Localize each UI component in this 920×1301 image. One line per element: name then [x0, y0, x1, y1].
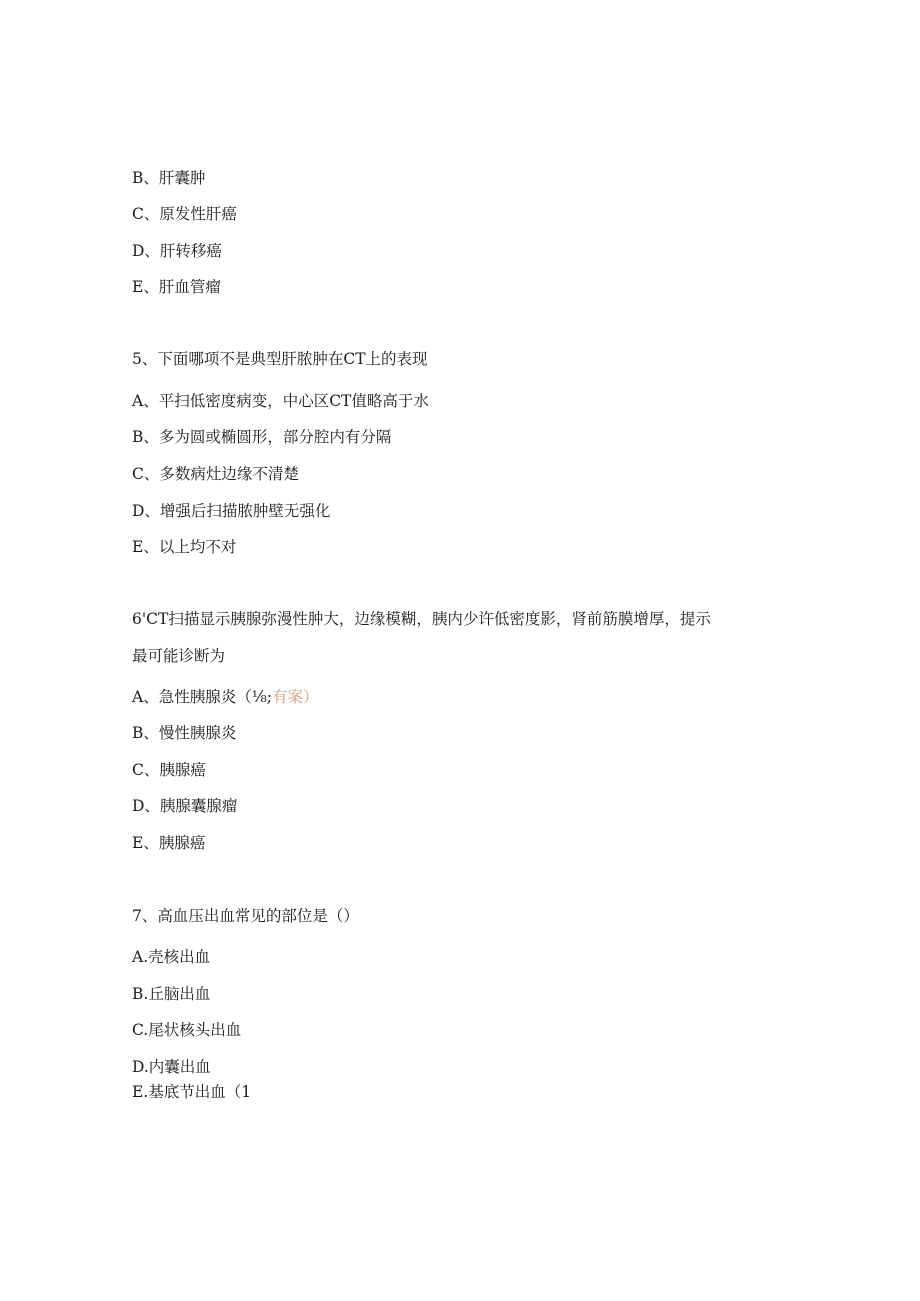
q6-option-a-text: A、急性胰腺炎（⅛; — [132, 688, 272, 706]
q4-option-c: C、原发性肝癌 — [132, 205, 237, 223]
q5-option-c: C、多数病灶边缘不清楚 — [132, 465, 299, 483]
q5-option-e: E、以上均不对 — [132, 538, 237, 556]
q4-option-e: E、肝血管瘤 — [132, 278, 221, 296]
q7-stem: 7、高血压出血常见的部位是（） — [132, 907, 359, 925]
q5-option-d: D、增强后扫描脓肿壁无强化 — [132, 502, 331, 520]
q7-option-b: B.丘脑出血 — [132, 985, 211, 1003]
q6-option-c: C、胰腺癌 — [132, 761, 206, 779]
q6-option-a — [132, 686, 318, 708]
q6-stem-line2: 最可能诊断为 — [132, 647, 226, 665]
q7-option-d: D.内囊出血 — [132, 1058, 211, 1076]
q5-stem: 5、下面哪项不是典型肝脓肿在CT上的表现 — [132, 350, 428, 368]
q7-option-c: C.尾状核头出血 — [132, 1021, 242, 1039]
q7-option-e: E.基底节出血（1 — [132, 1083, 252, 1101]
q5-option-b: B、多为圆或椭圆形，部分腔内有分隔 — [132, 428, 392, 446]
q6-option-e: E、胰腺癌 — [132, 834, 206, 852]
q6-option-d: D、胰腺囊腺瘤 — [132, 797, 238, 815]
q4-option-d: D、肝转移癌 — [132, 242, 222, 260]
q6-option-b: B、慢性胰腺炎 — [132, 724, 237, 742]
q6-stem-line1: 6'CT扫描显示胰腺弥漫性肿大，边缘模糊，胰内少许低密度影，肾前筋膜增厚，提示 — [132, 610, 711, 628]
q7-option-a: A.壳核出血 — [132, 948, 211, 966]
q6-answer-mark: 有案） — [271, 688, 319, 706]
q4-option-b: B、肝囊肿 — [132, 169, 206, 187]
q5-option-a: A、平扫低密度病变，中心区CT值略高于水 — [132, 392, 429, 410]
